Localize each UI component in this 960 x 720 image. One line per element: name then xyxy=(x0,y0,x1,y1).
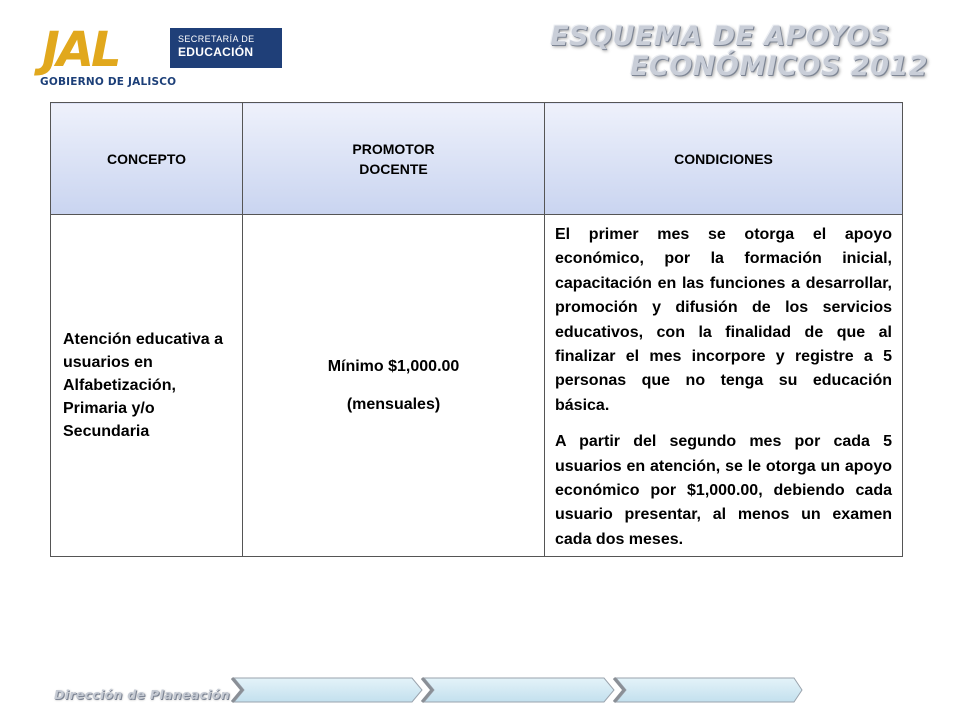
logo-subtitle: GOBIERNO DE JALISCO xyxy=(40,76,177,88)
header-promotor-docente xyxy=(243,103,545,215)
header-promotor-text: PROMOTOR DOCENTE xyxy=(352,140,435,177)
footer-label: Dirección de Planeación xyxy=(54,687,230,702)
footer-chevron-bar xyxy=(228,676,808,704)
apoyos-table xyxy=(50,102,903,557)
logo-secretaria-box xyxy=(170,28,282,68)
condicion-paragraph: A partir del segundo mes por cada 5 usuarios en atención, se le otorga un apoyo económico por $1,000.00, debiendo cada usuario presentar, al menos un examen cada dos meses. xyxy=(555,433,892,548)
title-line2: ECONÓMICOS 2012 xyxy=(630,51,928,82)
page-title xyxy=(550,21,928,82)
header-condiciones: CONDICIONES xyxy=(545,103,903,215)
cell-concepto: Atención educativa a usuarios en Alfabetización, Primaria y/o Secundaria xyxy=(51,215,243,557)
promotor-amount: Mínimo $1,000.00 xyxy=(327,357,460,375)
logo-line1: SECRETARÍA DE xyxy=(178,34,255,44)
promotor-period: (mensuales) xyxy=(346,395,441,413)
condicion-paragraph: El primer mes se otorga el apoyo económico, por la formación inicial, capacitación en las funciones a desarrollar, promoción y difusión de los servicios educativos, con la finalidad de que al finalizar el mes incorpore y registre a 5 personas que no tenga su educación básica. xyxy=(555,226,892,414)
footer-chevron-segment-2 xyxy=(422,678,614,702)
footer-chevron-segment-1 xyxy=(232,678,422,702)
title-line1: ESQUEMA DE APOYOS xyxy=(550,21,890,52)
cell-promotor-docente xyxy=(243,215,545,557)
cell-condiciones xyxy=(545,215,903,557)
logo-mark: JAL xyxy=(42,22,119,78)
jalisco-logo xyxy=(38,22,288,92)
logo-line2: EDUCACIÓN xyxy=(178,45,254,59)
footer-chevron-segment-3 xyxy=(614,678,802,702)
header-concepto: CONCEPTO xyxy=(51,103,243,215)
table-row xyxy=(51,215,903,557)
table-header-row xyxy=(51,103,903,215)
